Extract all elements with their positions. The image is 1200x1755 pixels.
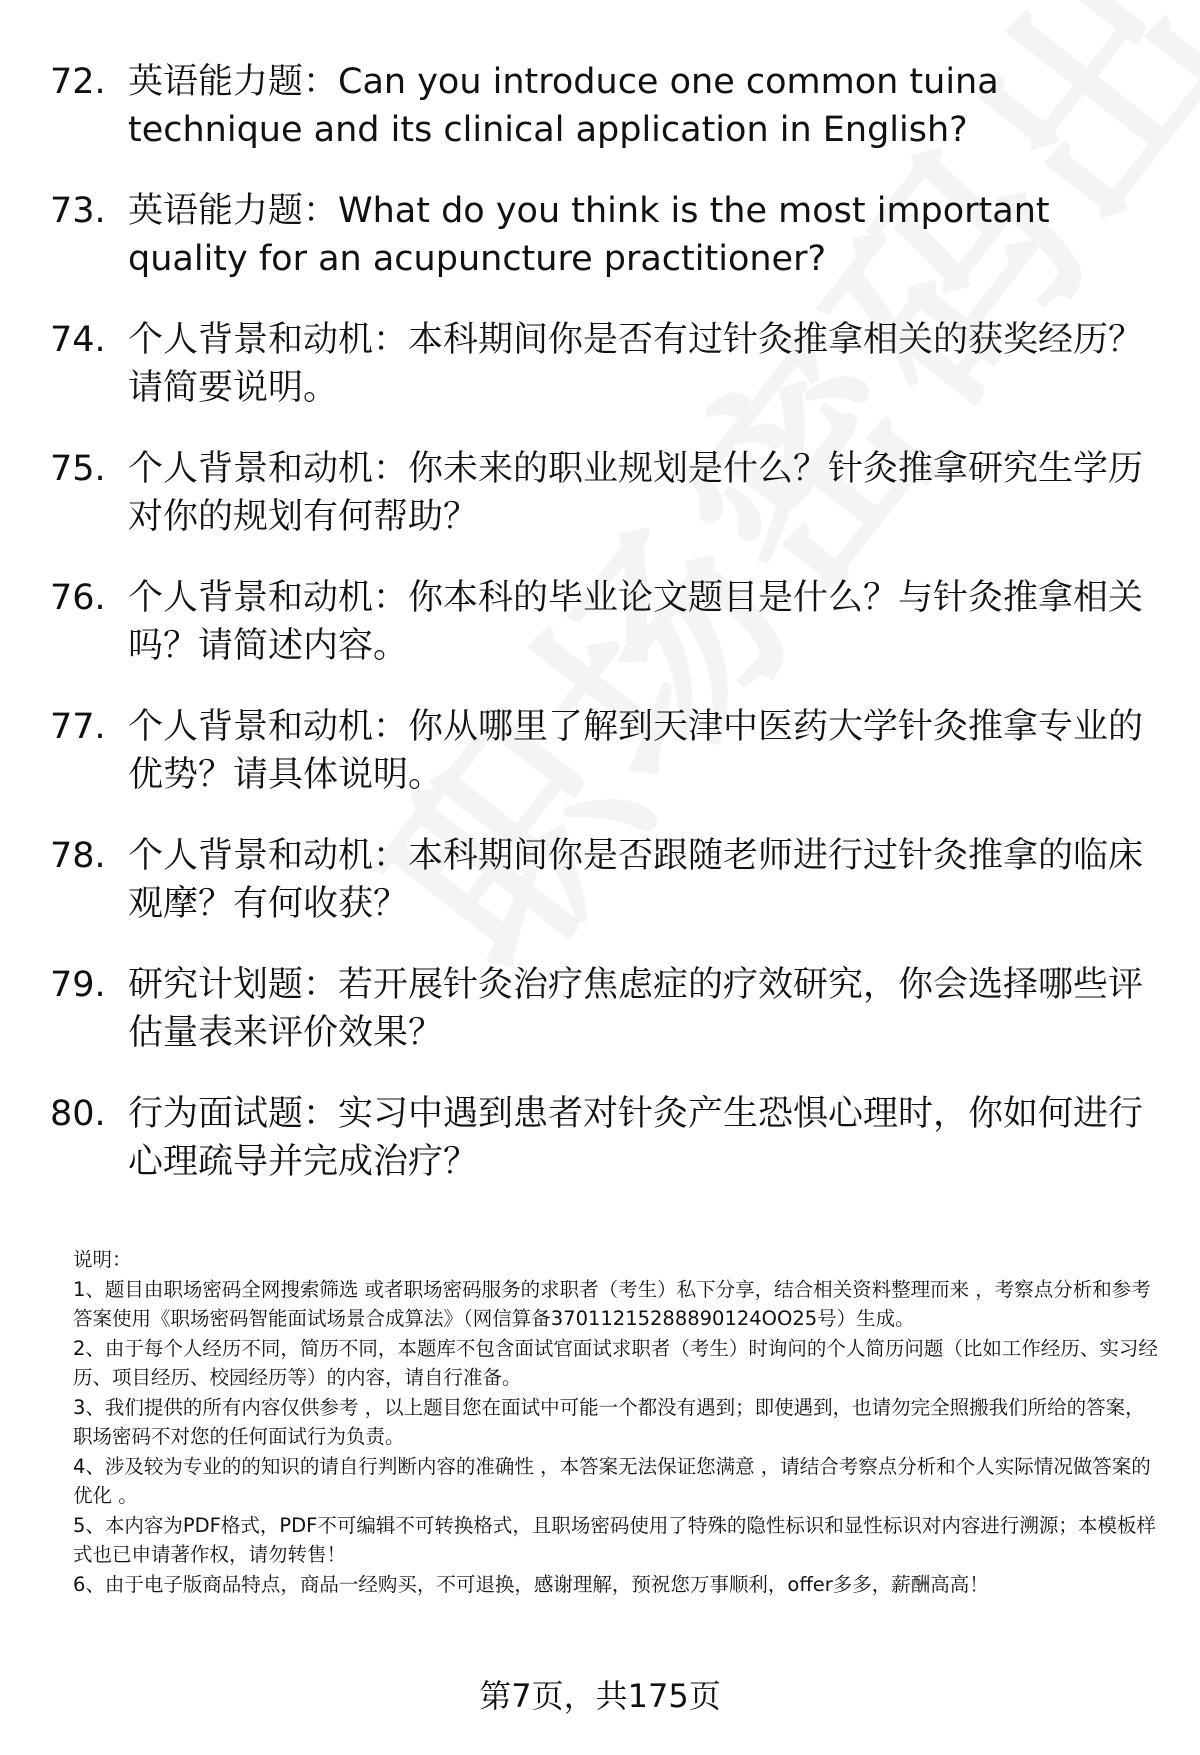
question-text: 个人背景和动机：你未来的职业规划是什么？针灸推拿研究生学历对你的规划有何帮助？ bbox=[128, 449, 1144, 537]
question-item bbox=[50, 316, 1160, 412]
note-item: 2、由于每个人经历不同，简历不同，本题库不包含面试官面试求职者（考生）时询问的个人简历问题（比如工作经历、实习经历、项目经历、校园经历等）的内容，请自行准备。 bbox=[73, 1336, 1158, 1389]
page-number: 第7页，共175页 bbox=[479, 1677, 721, 1715]
question-text: 英语能力题：What do you think is the most important quality for an acupuncture practitioner? bbox=[128, 191, 1050, 279]
question-number: 74. bbox=[50, 320, 106, 360]
question-text: 个人背景和动机：你本科的毕业论文题目是什么？与针灸推拿相关吗？请简述内容。 bbox=[128, 578, 1144, 666]
question-item bbox=[50, 703, 1160, 799]
question-item bbox=[50, 187, 1160, 283]
question-item bbox=[50, 58, 1160, 154]
question-number: 80. bbox=[50, 1094, 106, 1134]
note-item: 3、我们提供的所有内容仅供参考 ，以上题目您在面试中可能一个都没有遇到；即使遇到，也请勿完全照搬我们所给的答案，职场密码不对您的任何面试行为负责。 bbox=[73, 1395, 1145, 1448]
question-list bbox=[50, 58, 1160, 1219]
question-number: 73. bbox=[50, 191, 106, 231]
question-number: 78. bbox=[50, 836, 106, 876]
notes-section bbox=[73, 1245, 1163, 1599]
question-text: 行为面试题：实习中遇到患者对针灸产生恐惧心理时，你如何进行心理疏导并完成治疗？ bbox=[128, 1094, 1144, 1182]
question-text: 个人背景和动机：本科期间你是否有过针灸推拿相关的获奖经历？请简要说明。 bbox=[128, 320, 1144, 408]
note-item: 6、由于电子版商品特点，商品一经购买，不可退换，感谢理解，预祝您万事顺利，offer多多，薪酬高高！ bbox=[73, 1572, 989, 1596]
note-item: 5、本内容为PDF格式，PDF不可编辑不可转换格式，且职场密码使用了特殊的隐性标识和显性标识对内容进行溯源；本模板样式也已申请著作权，请勿转售！ bbox=[73, 1513, 1156, 1566]
question-item bbox=[50, 961, 1160, 1057]
notes-heading: 说明： bbox=[73, 1248, 132, 1271]
question-number: 72. bbox=[50, 62, 106, 102]
question-text: 个人背景和动机：本科期间你是否跟随老师进行过针灸推拿的临床观摩？有何收获？ bbox=[128, 836, 1144, 924]
question-text: 个人背景和动机：你从哪里了解到天津中医药大学针灸推拿专业的优势？请具体说明。 bbox=[128, 707, 1144, 795]
question-number: 75. bbox=[50, 449, 106, 489]
question-item bbox=[50, 574, 1160, 670]
question-number: 79. bbox=[50, 965, 106, 1005]
question-number: 76. bbox=[50, 578, 106, 618]
question-item bbox=[50, 832, 1160, 928]
question-text: 研究计划题：若开展针灸治疗焦虑症的疗效研究，你会选择哪些评估量表来评价效果？ bbox=[128, 965, 1144, 1053]
question-number: 77. bbox=[50, 707, 106, 747]
question-item bbox=[50, 1090, 1160, 1186]
note-item: 4、涉及较为专业的的知识的请自行判断内容的准确性 ，本答案无法保证您满意 ，请结合考察点分析和个人实际情况做答案的优化 。 bbox=[73, 1454, 1151, 1507]
question-text: 英语能力题：Can you introduce one common tuina technique and its clinical application in English? bbox=[128, 62, 999, 150]
question-item bbox=[50, 445, 1160, 541]
note-item: 1、题目由职场密码全网搜索筛选 或者职场密码服务的求职者（考生）私下分享，结合相关资料整理而来 ，考察点分析和参考答案使用《职场密码智能面试场景合成算法》（网信算备37011215288890124OO25号）生成。 bbox=[73, 1277, 1151, 1330]
